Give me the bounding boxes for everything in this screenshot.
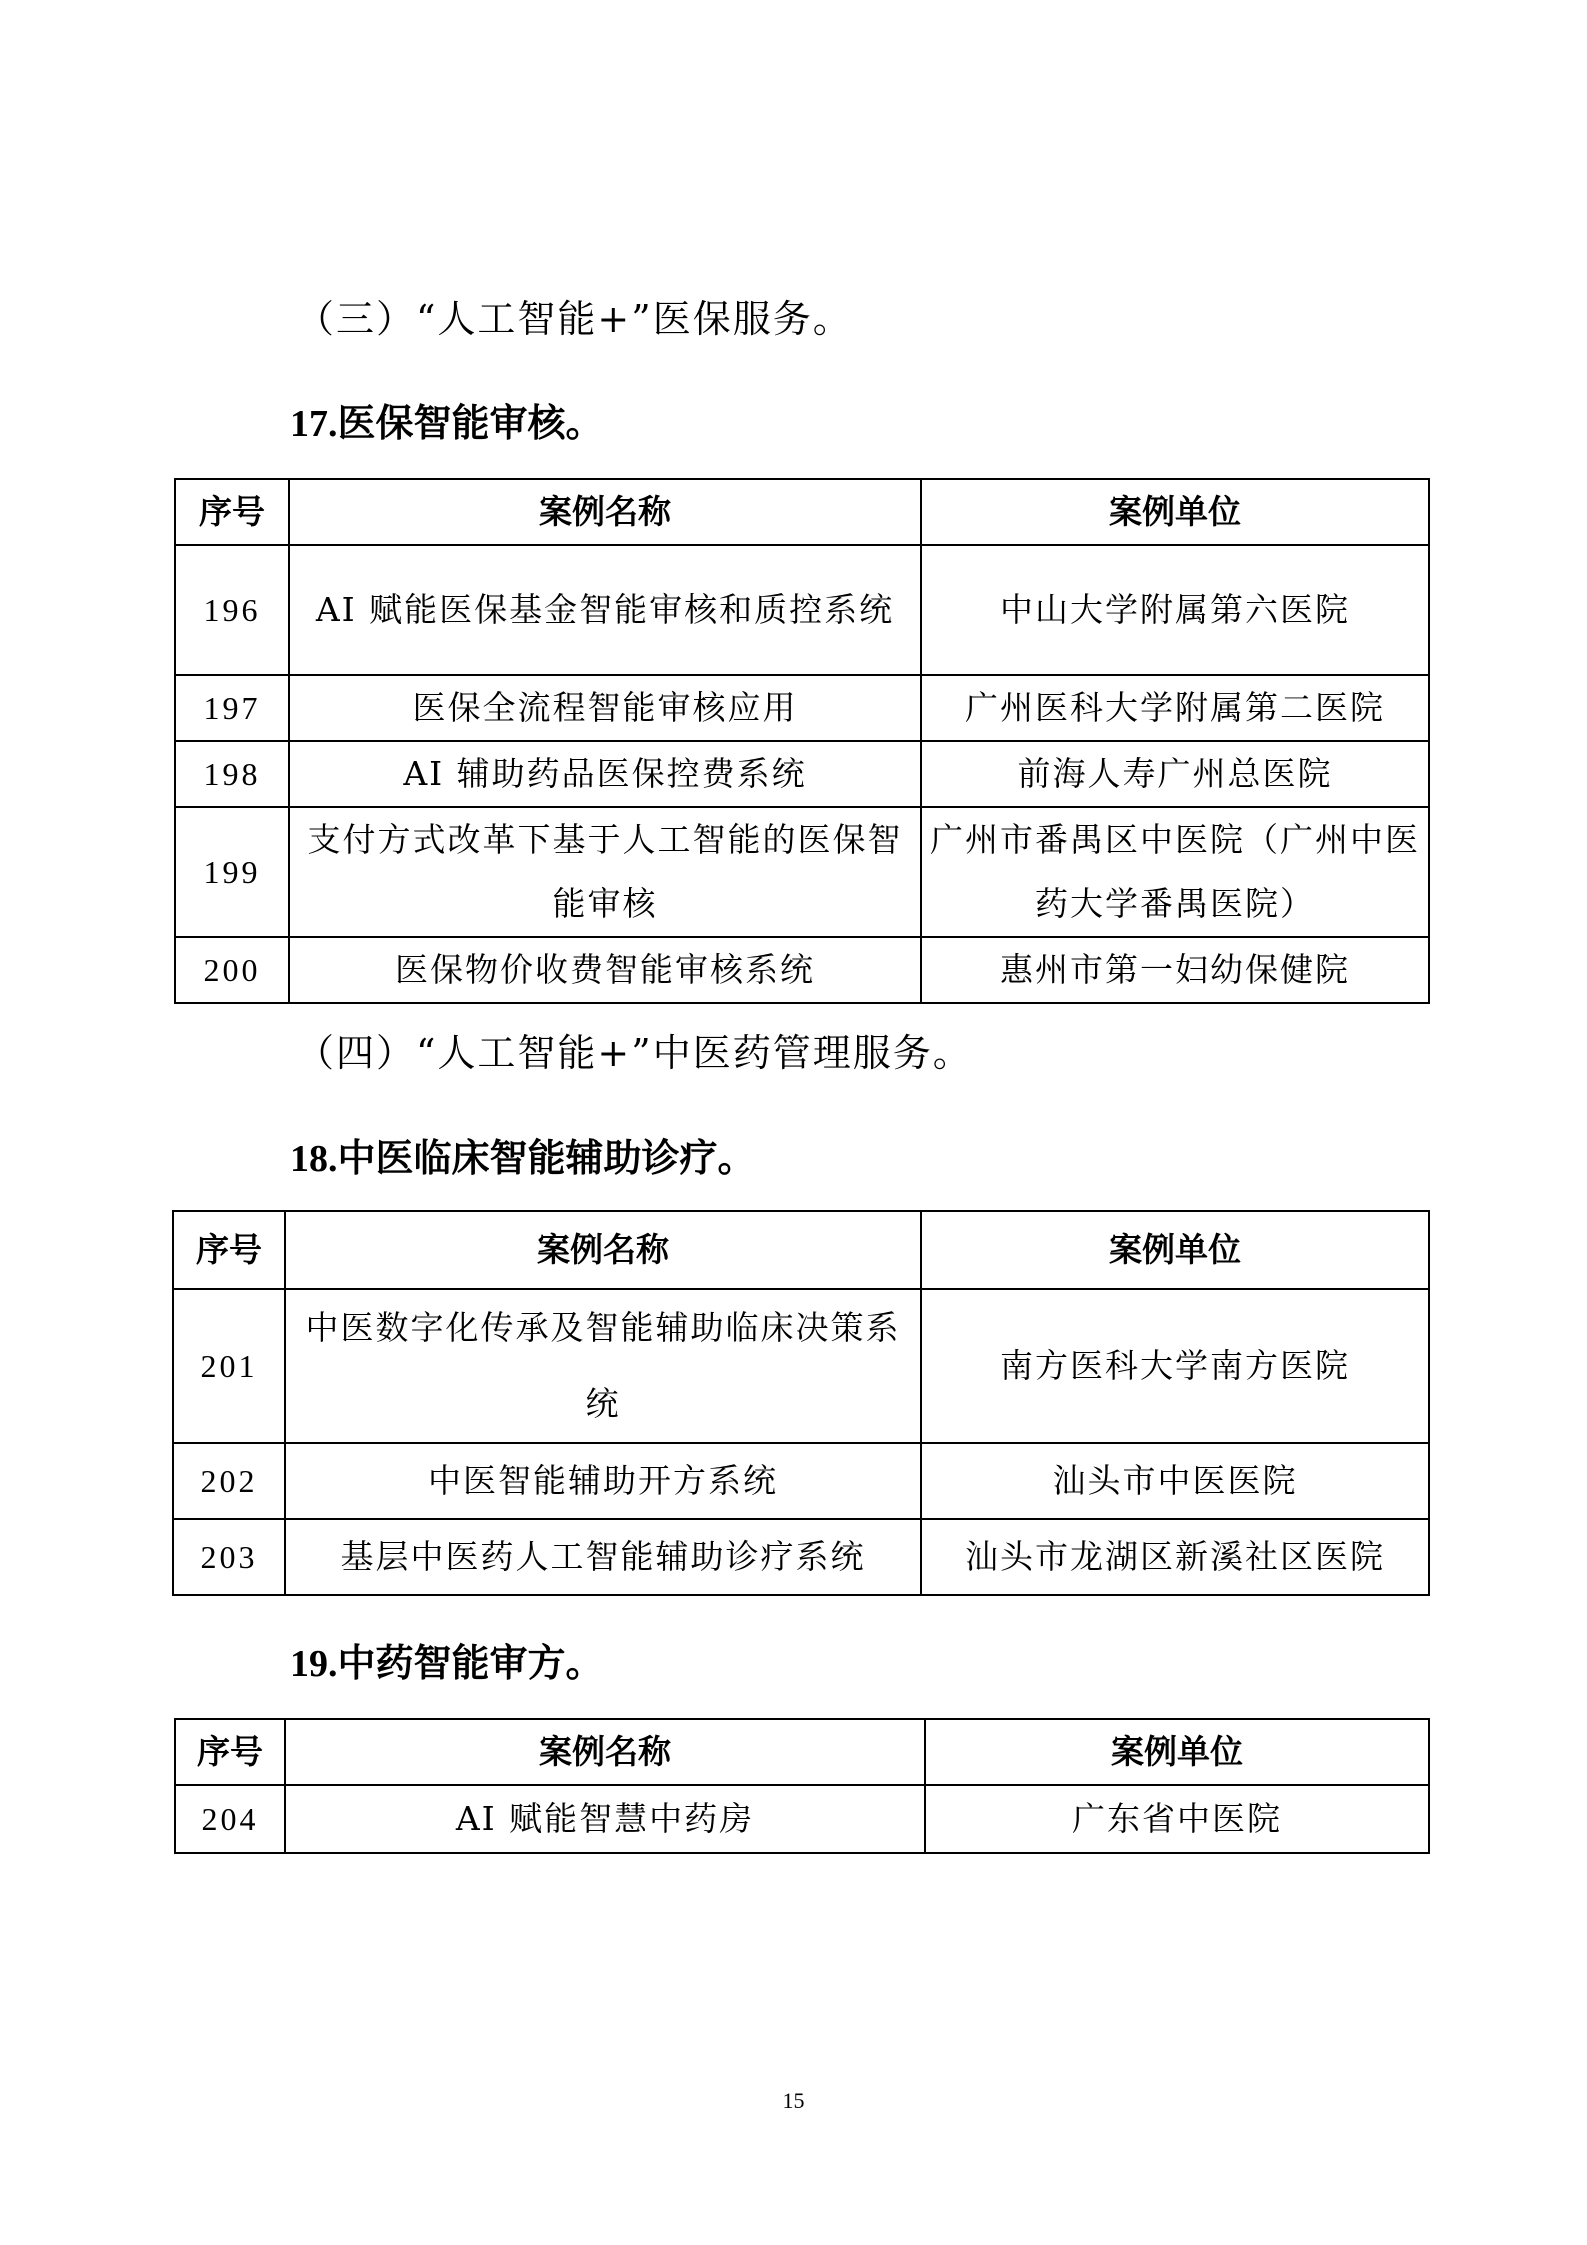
case-unit: 汕头市龙湖区新溪社区医院 bbox=[921, 1519, 1429, 1595]
table-row bbox=[173, 1289, 1429, 1443]
table-header-row bbox=[173, 1211, 1429, 1289]
row-number: 198 bbox=[175, 741, 289, 807]
row-number: 199 bbox=[175, 807, 289, 937]
case-unit: 汕头市中医医院 bbox=[921, 1443, 1429, 1519]
subsection-heading-4: （四）“人工智能+”中医药管理服务。 bbox=[296, 1031, 973, 1075]
table-header-row bbox=[175, 1719, 1429, 1785]
case-name: 中医数字化传承及智能辅助临床决策系统 bbox=[285, 1289, 921, 1443]
case-name: AI 辅助药品医保控费系统 bbox=[289, 741, 921, 807]
case-table-17 bbox=[174, 478, 1430, 1004]
header-case-name: 案例名称 bbox=[285, 1211, 921, 1289]
table-row bbox=[175, 807, 1429, 937]
table-row bbox=[175, 545, 1429, 675]
table-row bbox=[175, 741, 1429, 807]
case-name: 医保物价收费智能审核系统 bbox=[289, 937, 921, 1003]
header-number: 序号 bbox=[175, 1719, 285, 1785]
case-unit: 惠州市第一妇幼保健院 bbox=[921, 937, 1429, 1003]
row-number: 204 bbox=[175, 1785, 285, 1853]
section-heading-17 bbox=[290, 398, 604, 449]
section-number: 18. bbox=[290, 1138, 338, 1180]
section-title: 医保智能审核。 bbox=[337, 400, 604, 445]
case-name: 支付方式改革下基于人工智能的医保智能审核 bbox=[289, 807, 921, 937]
table-row bbox=[173, 1519, 1429, 1595]
section-title: 中药智能审方。 bbox=[337, 1640, 604, 1685]
case-unit: 广州市番禺区中医院（广州中医药大学番禺医院） bbox=[921, 807, 1429, 937]
section-number: 19. bbox=[290, 1643, 338, 1685]
row-number: 202 bbox=[173, 1443, 285, 1519]
table-row bbox=[175, 1785, 1429, 1853]
header-case-unit: 案例单位 bbox=[921, 479, 1429, 545]
case-unit: 南方医科大学南方医院 bbox=[921, 1289, 1429, 1443]
section-title: 中医临床智能辅助诊疗。 bbox=[337, 1135, 756, 1180]
case-name: 基层中医药人工智能辅助诊疗系统 bbox=[285, 1519, 921, 1595]
case-table-19 bbox=[174, 1718, 1430, 1854]
header-case-name: 案例名称 bbox=[285, 1719, 925, 1785]
case-unit: 中山大学附属第六医院 bbox=[921, 545, 1429, 675]
header-case-name: 案例名称 bbox=[289, 479, 921, 545]
case-name: 中医智能辅助开方系统 bbox=[285, 1443, 921, 1519]
case-table-18 bbox=[172, 1210, 1430, 1596]
case-unit: 广州医科大学附属第二医院 bbox=[921, 675, 1429, 741]
row-number: 197 bbox=[175, 675, 289, 741]
row-number: 196 bbox=[175, 545, 289, 675]
subsection-heading-3: （三）“人工智能+”医保服务。 bbox=[296, 297, 853, 341]
case-unit: 广东省中医院 bbox=[925, 1785, 1429, 1853]
page-number: 15 bbox=[782, 2088, 805, 2113]
table-row bbox=[173, 1443, 1429, 1519]
section-number: 17. bbox=[290, 403, 338, 445]
case-name: 医保全流程智能审核应用 bbox=[289, 675, 921, 741]
case-unit: 前海人寿广州总医院 bbox=[921, 741, 1429, 807]
table-header-row bbox=[175, 479, 1429, 545]
section-heading-19 bbox=[290, 1638, 604, 1689]
case-name: AI 赋能智慧中药房 bbox=[285, 1785, 925, 1853]
row-number: 203 bbox=[173, 1519, 285, 1595]
header-number: 序号 bbox=[173, 1211, 285, 1289]
table-row bbox=[175, 675, 1429, 741]
header-case-unit: 案例单位 bbox=[925, 1719, 1429, 1785]
header-number: 序号 bbox=[175, 479, 289, 545]
table-row bbox=[175, 937, 1429, 1003]
row-number: 201 bbox=[173, 1289, 285, 1443]
row-number: 200 bbox=[175, 937, 289, 1003]
header-case-unit: 案例单位 bbox=[921, 1211, 1429, 1289]
section-heading-18 bbox=[290, 1133, 756, 1184]
case-name: AI 赋能医保基金智能审核和质控系统 bbox=[289, 545, 921, 675]
